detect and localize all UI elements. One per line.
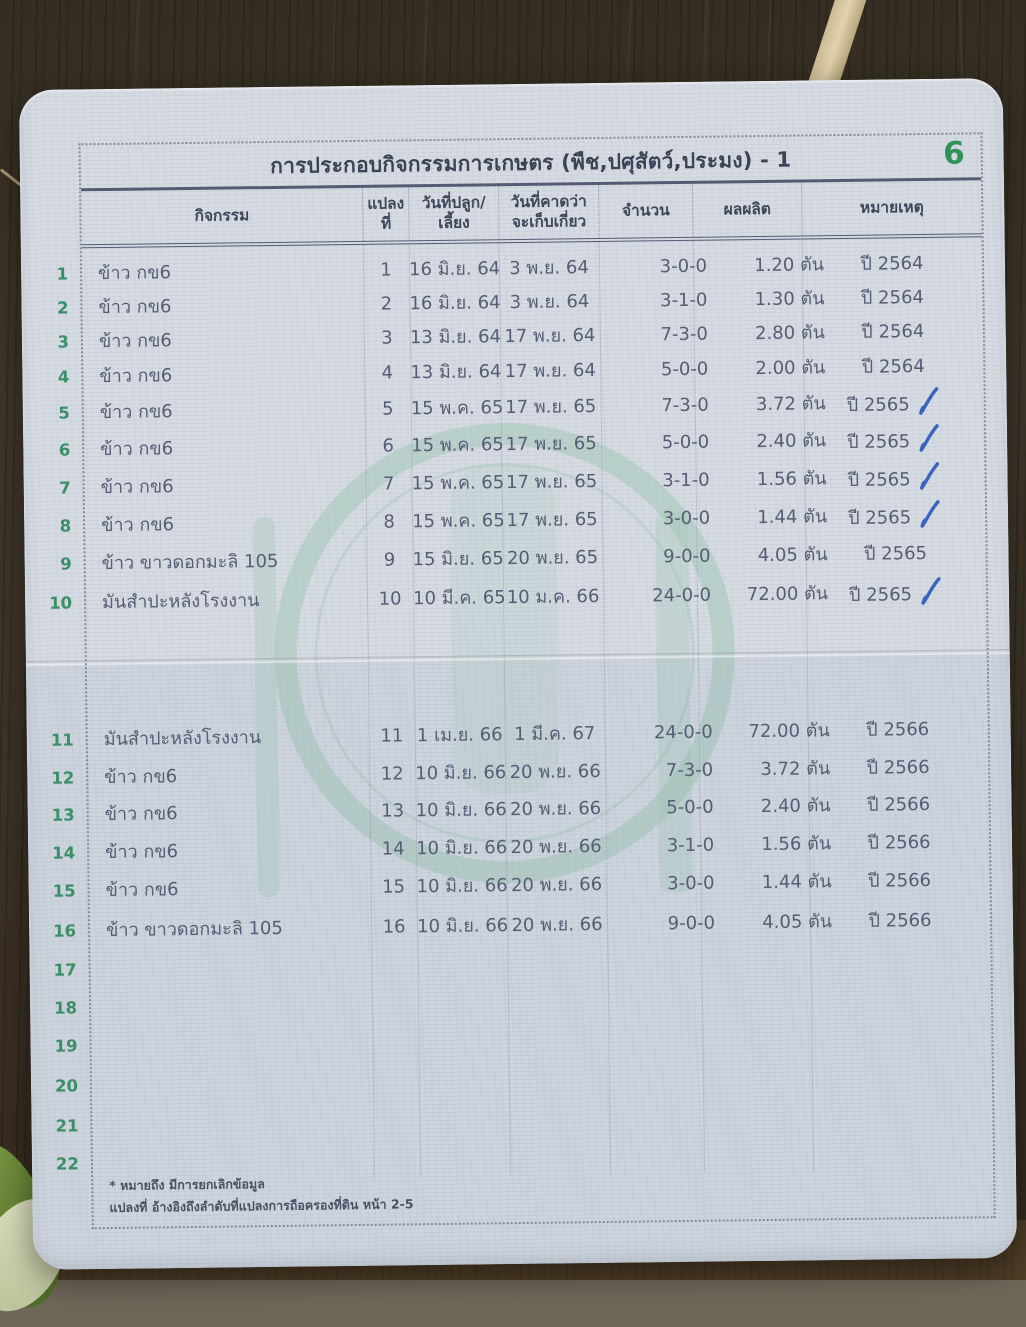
remark-text: ปี 2564 xyxy=(860,287,925,309)
page-title: การประกอบกิจกรรมการเกษตร (พืช,ปศุสัตว์,ประมง) - 1 xyxy=(270,147,792,178)
harvest-date-cell: 17 พ.ย. 65 xyxy=(506,509,598,532)
activity-cell xyxy=(90,950,371,987)
plot-number-cell: 14 xyxy=(381,838,405,860)
activity-cell: ข้าว ขาวดอกมะลิ 105 xyxy=(105,917,284,942)
harvest-date-cell xyxy=(510,1141,610,1176)
yield-cell: 3.72 ตัน xyxy=(760,758,831,781)
plant-date-cell: 10 มิ.ย. 66 xyxy=(415,762,507,785)
table-row xyxy=(49,575,986,620)
amount-cell xyxy=(621,946,715,981)
remark-cell xyxy=(804,460,984,496)
remark-cell xyxy=(803,349,983,385)
yield-cell: 2.40 ตัน xyxy=(760,795,831,818)
check-mark-icon xyxy=(916,386,940,416)
remark-text: ปี 2565 xyxy=(847,469,911,491)
row-number: 1 xyxy=(56,264,69,284)
row-number: 8 xyxy=(59,516,72,536)
harvest-date-cell: 17 พ.ย. 65 xyxy=(505,433,597,456)
check-mark-icon xyxy=(917,423,941,453)
table-row xyxy=(54,1018,991,1063)
row-number: 21 xyxy=(55,1116,79,1136)
harvest-date-cell: 10 ม.ค. 66 xyxy=(506,586,600,609)
activity-cell: ข้าว กข6 xyxy=(104,766,178,789)
amount-cell: 3-1-0 xyxy=(666,834,715,857)
plot-number-cell: 7 xyxy=(382,473,395,495)
harvest-date-cell: 17 พ.ย. 64 xyxy=(504,325,596,348)
plant-date-cell: 10 มิ.ย. 66 xyxy=(415,799,507,822)
remark-text: ปี 2565 xyxy=(863,542,928,565)
activity-cell xyxy=(92,1106,373,1143)
row-number: 22 xyxy=(55,1154,80,1174)
plot-number-cell: 1 xyxy=(380,259,392,281)
plot-number-cell: 2 xyxy=(380,293,393,315)
activity-cell xyxy=(92,1066,373,1103)
remark-text: ปี 2565 xyxy=(846,394,910,416)
amount-cell: 3-1-0 xyxy=(659,289,708,312)
activity-cell: ข้าว กข6 xyxy=(99,401,173,424)
amount-cell: 7-3-0 xyxy=(665,759,714,782)
plot-number-cell: 5 xyxy=(381,398,394,420)
remark-cell xyxy=(803,314,983,350)
yield-cell: 2.40 ตัน xyxy=(756,430,827,453)
page-number: 6 xyxy=(942,135,965,172)
remark-cell xyxy=(802,280,982,316)
amount-cell: 3-0-0 xyxy=(662,507,711,530)
header-line: วันที่ปลูก/ xyxy=(421,193,486,213)
remark-cell xyxy=(809,825,989,861)
plot-number-cell: 4 xyxy=(381,362,394,384)
amount-cell: 24-0-0 xyxy=(652,584,712,607)
amount-cell: 9-0-0 xyxy=(667,912,716,935)
row-number: 10 xyxy=(49,593,73,613)
column-header-amount xyxy=(598,184,693,238)
activity-cell: ข้าว กข6 xyxy=(98,330,172,353)
table-row xyxy=(51,787,988,832)
harvest-date-cell xyxy=(509,1103,609,1138)
harvest-date-cell xyxy=(509,1063,609,1098)
harvest-date-cell: 20 พ.ย. 66 xyxy=(510,835,602,859)
amount-cell: 3-0-0 xyxy=(667,872,715,895)
plot-number-cell xyxy=(373,1105,419,1140)
plant-date-cell: 10 มี.ค. 65 xyxy=(412,587,506,610)
remark-cell xyxy=(804,422,984,458)
table-header-row xyxy=(81,180,982,248)
column-header-activity xyxy=(81,188,363,244)
column-header-remark xyxy=(801,180,982,235)
activity-cell: ข้าว กข6 xyxy=(100,438,174,461)
harvest-date-cell: 3 พ.ย. 64 xyxy=(509,257,589,280)
remark-cell xyxy=(805,536,985,572)
row-number: 13 xyxy=(51,805,75,825)
harvest-date-cell: 20 พ.ย. 66 xyxy=(511,913,603,937)
harvest-date-cell xyxy=(507,947,607,982)
table-row xyxy=(52,825,989,870)
table-row xyxy=(53,942,990,987)
row-number: 5 xyxy=(58,403,70,423)
amount-cell: 3-1-0 xyxy=(662,469,710,492)
row-number: 2 xyxy=(56,298,69,318)
activity-cell: ข้าว กข6 xyxy=(104,803,178,826)
table-dotted-frame xyxy=(49,132,995,1229)
yield-cell: 1.44 ตัน xyxy=(761,871,832,894)
header-line: เลี้ยง xyxy=(438,213,470,232)
remark-text: ปี 2565 xyxy=(847,431,911,453)
row-number: 4 xyxy=(57,367,70,387)
check-mark-icon xyxy=(917,461,941,491)
remark-text: ปี 2565 xyxy=(848,584,913,606)
remark-cell xyxy=(808,750,988,786)
plot-number-cell: 9 xyxy=(383,549,396,571)
amount-cell: 7-3-0 xyxy=(660,323,708,346)
amount-cell xyxy=(624,1140,718,1175)
row-number: 14 xyxy=(52,843,76,863)
check-mark-icon xyxy=(918,499,942,529)
header-line: วันที่คาดว่า xyxy=(510,192,587,212)
activity-cell: ข้าว กข6 xyxy=(105,879,179,902)
remark-cell xyxy=(808,712,988,748)
activity-cell: ข้าว กข6 xyxy=(97,262,172,285)
plant-date-cell xyxy=(418,986,508,1021)
amount-cell: 7-3-0 xyxy=(661,394,709,417)
remark-cell xyxy=(812,1098,992,1134)
row-number: 9 xyxy=(60,554,72,574)
plot-number-cell: 6 xyxy=(382,435,395,457)
remark-text: ปี 2566 xyxy=(867,793,931,816)
plant-date-cell xyxy=(418,1024,508,1059)
table-row xyxy=(54,1058,992,1103)
plot-number-cell: 12 xyxy=(380,763,404,785)
harvest-date-cell: 17 พ.ย. 64 xyxy=(504,360,596,383)
header-line: แปลง xyxy=(367,194,405,213)
remark-text: ปี 2566 xyxy=(868,909,932,932)
remark-text: ปี 2566 xyxy=(866,718,930,741)
yield-cell: 1.44 ตัน xyxy=(757,506,828,529)
harvest-date-cell: 20 พ.ย. 66 xyxy=(509,797,602,821)
yield-cell: 1.56 ตัน xyxy=(761,833,832,856)
row-number: 3 xyxy=(57,332,70,352)
row-number: 12 xyxy=(51,768,75,788)
remark-cell xyxy=(810,903,990,939)
yield-cell: 4.05 ตัน xyxy=(762,911,833,934)
amount-cell: 5-0-0 xyxy=(661,431,710,454)
harvest-date-cell xyxy=(508,985,608,1020)
header-line: จะเก็บเกี่ยว xyxy=(511,211,587,231)
column-header-plot xyxy=(362,187,409,241)
remark-cell xyxy=(808,787,988,823)
farmer-record-book-page xyxy=(19,78,1017,1270)
column-header-plant-date xyxy=(408,186,499,240)
plant-date-cell: 15 พ.ค. 65 xyxy=(412,510,505,533)
row-number: 11 xyxy=(50,730,74,750)
remark-cell xyxy=(813,1136,993,1172)
remark-text: ปี 2566 xyxy=(866,756,930,779)
amount-cell: 24-0-0 xyxy=(653,721,713,744)
activity-cell: ข้าว กข6 xyxy=(98,296,172,319)
amount-cell: 5-0-0 xyxy=(660,358,709,381)
remark-cell xyxy=(811,1018,991,1054)
plant-date-cell: 10 มิ.ย. 66 xyxy=(415,837,508,860)
remark-cell xyxy=(802,246,982,282)
plant-date-cell: 16 มิ.ย. 64 xyxy=(409,292,501,315)
remark-text: ปี 2564 xyxy=(860,253,924,275)
yield-cell: 4.05 ตัน xyxy=(757,544,828,567)
yield-cell: 3.72 ตัน xyxy=(755,393,826,416)
harvest-date-cell: 1 มี.ค. 67 xyxy=(514,723,596,746)
activity-cell: ข้าว ขาวดอกมะลิ 105 xyxy=(101,550,279,575)
remark-text: ปี 2566 xyxy=(867,831,931,854)
remark-text: ปี 2565 xyxy=(848,507,912,529)
yield-cell: 2.00 ตัน xyxy=(755,357,826,380)
plant-date-cell xyxy=(419,1104,509,1139)
yield-cell: 1.20 ตัน xyxy=(754,254,825,277)
plant-date-cell: 13 มิ.ย. 64 xyxy=(409,326,502,349)
plot-number-cell xyxy=(372,1025,418,1060)
table-row xyxy=(50,712,988,757)
table-row xyxy=(59,498,985,543)
yield-cell: 1.30 ตัน xyxy=(754,288,825,311)
plant-date-cell: 1 เม.ย. 66 xyxy=(416,724,503,747)
amount-cell xyxy=(622,984,716,1019)
column-header-harvest-date xyxy=(498,185,599,239)
remark-cell xyxy=(805,498,985,534)
amount-cell xyxy=(623,1062,717,1097)
plant-date-cell: 10 มิ.ย. 66 xyxy=(416,875,508,898)
activity-cell: ข้าว กข6 xyxy=(99,365,173,388)
activity-cell xyxy=(91,988,372,1025)
remark-text: ปี 2566 xyxy=(867,869,932,892)
activity-cell: ข้าว กข6 xyxy=(100,476,174,499)
footnote-block xyxy=(109,1172,414,1219)
plant-date-cell: 10 มิ.ย. 66 xyxy=(416,915,509,938)
activity-cell xyxy=(91,1026,372,1063)
harvest-date-cell xyxy=(508,1023,608,1058)
plant-date-cell xyxy=(420,1142,510,1177)
plot-number-cell: 15 xyxy=(382,876,406,898)
yield-cell: 2.80 ตัน xyxy=(754,322,825,345)
row-number: 7 xyxy=(59,478,71,498)
yield-cell: 72.00 ตัน xyxy=(746,583,829,606)
plant-date-cell: 13 มิ.ย. 64 xyxy=(410,361,502,384)
plant-date-cell: 15 มิ.ย. 65 xyxy=(412,548,504,571)
plot-number-cell: 16 xyxy=(382,916,406,938)
remark-text: ปี 2564 xyxy=(861,356,925,378)
header-line: ที่ xyxy=(380,214,392,233)
table-row xyxy=(58,422,984,467)
table-row xyxy=(53,903,990,948)
remark-cell xyxy=(810,942,990,978)
harvest-date-cell: 20 พ.ย. 66 xyxy=(509,760,601,784)
plot-number-cell xyxy=(371,949,417,984)
activity-cell: มันสำปะหลังโรงงาน xyxy=(101,590,260,614)
plant-date-cell: 15 พ.ค. 65 xyxy=(410,397,504,420)
plot-number-cell xyxy=(372,987,418,1022)
row-number: 20 xyxy=(54,1076,79,1096)
activity-cell: ข้าว กข6 xyxy=(105,841,179,864)
header-line: หมายเหตุ xyxy=(859,197,924,217)
plot-number-cell: 8 xyxy=(383,511,395,533)
remark-cell xyxy=(812,1058,992,1094)
row-number: 6 xyxy=(58,440,71,460)
harvest-date-cell: 20 พ.ย. 66 xyxy=(510,873,603,897)
row-number: 17 xyxy=(53,960,77,980)
plant-date-cell: 15 พ.ค. 65 xyxy=(411,472,505,495)
table-row xyxy=(60,536,985,581)
remark-cell xyxy=(806,575,986,611)
plot-number-cell: 11 xyxy=(380,725,404,747)
yield-cell: 1.56 ตัน xyxy=(756,468,827,491)
harvest-date-cell: 20 พ.ย. 65 xyxy=(506,547,599,570)
plant-date-cell: 15 พ.ค. 65 xyxy=(411,434,504,457)
table-row xyxy=(52,863,989,908)
amount-cell: 5-0-0 xyxy=(666,796,714,819)
row-number: 19 xyxy=(54,1036,78,1056)
plant-date-cell xyxy=(419,1064,509,1099)
harvest-date-cell: 17 พ.ย. 65 xyxy=(505,471,598,494)
plant-date-cell xyxy=(417,948,507,983)
amount-cell: 3-0-0 xyxy=(659,255,708,278)
header-line: กิจกรรม xyxy=(194,206,250,225)
plot-number-cell: 13 xyxy=(381,800,405,822)
row-number: 16 xyxy=(53,921,77,941)
footnote-line-1: * หมายถึง มีการยกเลิกข้อมูล xyxy=(109,1176,265,1194)
header-line: จำนวน xyxy=(621,200,670,220)
column-header-yield xyxy=(692,183,802,237)
table-row xyxy=(59,460,984,505)
table-row xyxy=(53,980,991,1025)
amount-cell xyxy=(623,1102,717,1137)
amount-cell xyxy=(622,1022,716,1057)
amount-cell: 9-0-0 xyxy=(663,545,711,568)
plot-number-cell: 10 xyxy=(378,588,402,610)
table-row xyxy=(55,1098,992,1143)
yield-cell: 72.00 ตัน xyxy=(748,720,830,743)
row-number: 18 xyxy=(53,998,78,1018)
remark-text: ปี 2564 xyxy=(861,321,925,343)
check-mark-icon xyxy=(919,576,943,606)
plot-number-cell: 3 xyxy=(381,327,393,349)
harvest-date-cell: 17 พ.ย. 65 xyxy=(505,396,597,419)
activity-cell: มันสำปะหลังโรงงาน xyxy=(103,727,262,751)
header-line: ผลผลิต xyxy=(723,199,772,219)
plant-date-cell: 16 มิ.ย. 64 xyxy=(408,258,501,281)
activity-cell: ข้าว กข6 xyxy=(101,514,175,537)
remark-cell xyxy=(809,863,989,899)
row-number: 15 xyxy=(52,881,76,901)
plot-number-cell xyxy=(373,1065,419,1100)
remark-cell xyxy=(811,980,991,1016)
harvest-date-cell: 3 พ.ย. 64 xyxy=(509,291,590,314)
footnote-line-2: แปลงที่ อ้างอิงถึงลำดับที่แปลงการถือครองที่ดิน หน้า 2-5 xyxy=(109,1196,414,1216)
remark-cell xyxy=(804,385,984,421)
